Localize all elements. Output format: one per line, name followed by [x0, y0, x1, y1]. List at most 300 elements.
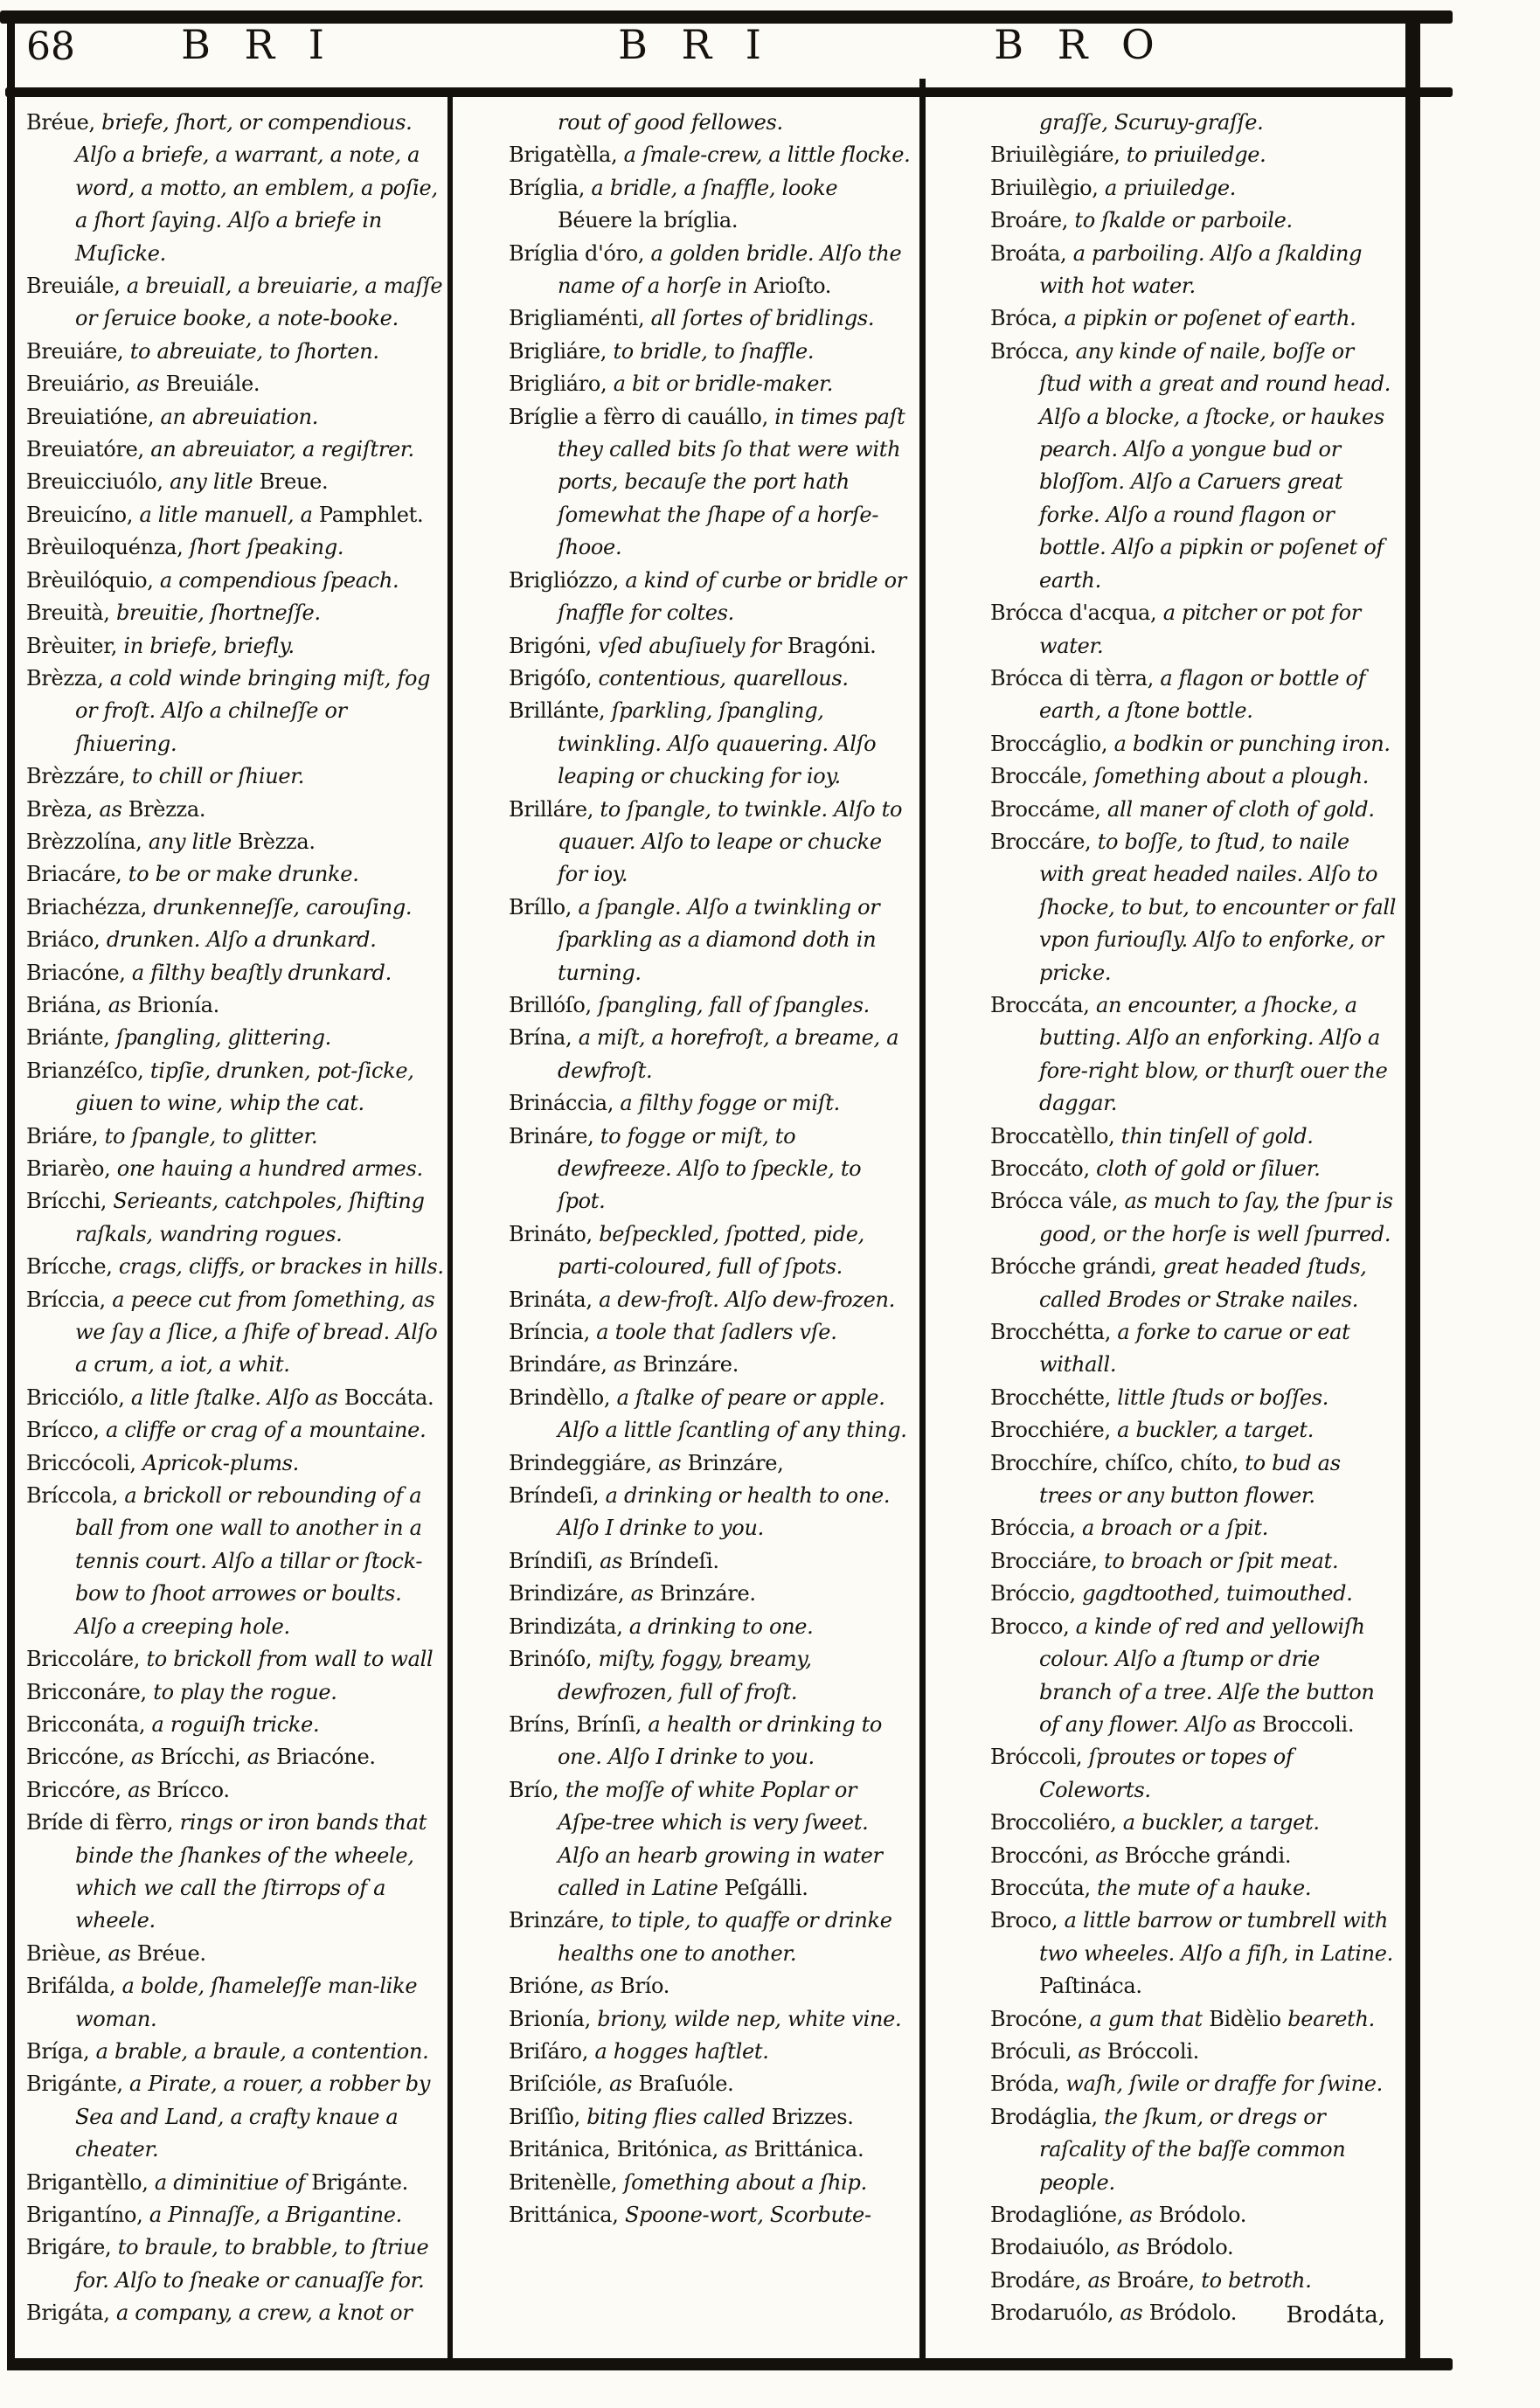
headword: Broccále,	[990, 764, 1094, 789]
headword: Britenèlle,	[509, 2169, 624, 2195]
dictionary-entry	[26, 826, 444, 858]
cross-reference: Brizzes.	[771, 2104, 854, 2129]
definition-text: as	[131, 1745, 161, 1770]
dictionary-entry	[26, 1185, 444, 1251]
headword: Brinzáre,	[509, 1908, 612, 1933]
dictionary-entry	[26, 794, 444, 826]
definition-text: as	[600, 1548, 629, 1573]
dictionary-entry	[990, 205, 1399, 237]
headword: Broco,	[990, 1908, 1065, 1933]
definition-text: as much to ſay, the ſpur is good, or the horſe is well ſpurred.	[1039, 1189, 1393, 1246]
definition-text: a breuiall, a breuiarie, a maſſe or ſeruice booke, a note-booke.	[75, 274, 443, 331]
definition-text: a flagon or bottle of earth, a ſtone bottle.	[1039, 665, 1366, 724]
definition-text: cloth of gold or ſiluer.	[1096, 1156, 1321, 1181]
definition-text: a diminitiue of	[154, 2169, 312, 2195]
definition-text: to betroth.	[1194, 2267, 1312, 2293]
dictionary-entry	[509, 1578, 912, 1610]
headword: Brócche grándi,	[990, 1254, 1163, 1280]
headword: Brittánica,	[509, 2203, 625, 2227]
dictionary-entry	[990, 1414, 1399, 1447]
definition-text: a compendious ſpeach.	[159, 567, 399, 593]
headword: Brodáre,	[990, 2267, 1088, 2293]
dictionary-entry	[26, 2297, 444, 2329]
dictionary-entry	[990, 663, 1399, 728]
definition-text: ſproutes or topes of Coleworts.	[1039, 1745, 1294, 1802]
dictionary-entry	[509, 1905, 912, 1970]
headword: Briachézza,	[26, 894, 154, 919]
dictionary-entry	[26, 1414, 444, 1447]
definition-text: to bridle, to ſnaffle.	[613, 338, 815, 364]
headword: Bríglia,	[509, 175, 592, 200]
definition-text: in times paſt they called bits ſo that were with ports, becauſe the port hath ſomewhat the ſhape of a horſe-ſhooe.	[558, 404, 905, 560]
headword: Bricciólo,	[26, 1384, 131, 1410]
cross-reference: Broccoli.	[1262, 1711, 1355, 1737]
headword: Brodaiuólo,	[990, 2235, 1117, 2260]
dictionary-entry	[509, 1480, 912, 1545]
headword: Brindizáta,	[509, 1613, 629, 1639]
cross-reference: Brinzáre.	[659, 1581, 756, 1606]
definition-text: to chill or ſhiuer.	[131, 764, 305, 789]
definition-text: Spoone-wort, Scorbute-	[624, 2203, 871, 2227]
definition-text: a drinking to one.	[628, 1613, 814, 1639]
dictionary-entry	[990, 1807, 1399, 1839]
headword: Breuiále,	[26, 274, 127, 299]
headword: Brigliózzo,	[509, 567, 626, 593]
catchword: Brodáta,	[1286, 2302, 1385, 2328]
dictionary-entry	[509, 238, 912, 303]
definition-text: to be or make drunke.	[128, 862, 359, 887]
cross-reference: Bródolo.	[1145, 2235, 1234, 2260]
definition-text: a ſtalke of peare or apple. Alſo a little ſcantling of any thing.	[558, 1384, 907, 1443]
definition-text: a little barrow or tumbrell with two wheeles. Alſo a fiſh, in Latine.	[1039, 1908, 1394, 1966]
definition-text: briefe, ſhort, or compendious. Alſo a briefe, a warrant, a note, a word, a motto, an emblem, a poſie, a ſhort ſaying. Alſo a briefe in Muſicke.	[75, 110, 438, 266]
dictionary-entry	[509, 368, 912, 400]
definition-text: an encounter, a ſhocke, a butting. Alſo an enforking. Alſo a fore-right blow, or thurſt ouer the daggar.	[1039, 992, 1388, 1116]
headword: Briccóne,	[26, 1745, 132, 1770]
definition-text: a buckler, a target.	[1122, 1810, 1320, 1835]
dictionary-entry	[509, 336, 912, 368]
headword: Broccáta,	[990, 992, 1096, 1017]
dictionary-entry	[509, 2068, 912, 2100]
definition-text: all maner of cloth of gold.	[1106, 796, 1375, 822]
definition-text: the mute of a hauke.	[1097, 1875, 1312, 1900]
definition-text: ſomething about a plough.	[1093, 764, 1370, 789]
dictionary-entry	[26, 1709, 444, 1741]
definition-text: biting flies called	[586, 2104, 772, 2129]
headword: Broccatèllo,	[990, 1123, 1121, 1148]
headword: Bríllo,	[509, 894, 579, 919]
headword: Brocchétte,	[990, 1384, 1118, 1410]
definition-text: as	[1087, 2267, 1117, 2293]
definition-text: to fogge or miſt, to dewfreeze. Alſo to ſpeckle, to ſpot.	[558, 1123, 862, 1214]
headword: Brocco,	[990, 1613, 1076, 1639]
definition-text: as	[658, 1450, 688, 1475]
headword: Briánte,	[26, 1025, 116, 1051]
definition-text: a bit or bridle-maker.	[613, 371, 834, 397]
dictionary-entry	[26, 1480, 444, 1643]
definition-text: a bolde, ſhameleſſe man-like woman.	[75, 1974, 418, 2031]
headword: Brócca,	[990, 338, 1076, 364]
definition-text: as	[630, 1581, 660, 1606]
headword: Brèuilóquio,	[26, 567, 160, 593]
dictionary-entry	[26, 858, 444, 891]
headword: Brèuiloquénza,	[26, 535, 190, 560]
definition-text: a buckler, a target.	[1117, 1418, 1315, 1443]
headword: Brináto,	[509, 1221, 600, 1246]
headword: Brináre,	[509, 1123, 600, 1148]
dictionary-entry	[26, 1774, 444, 1807]
dictionary-entry	[509, 1545, 912, 1578]
headword: Brigáre,	[26, 2235, 118, 2260]
definition-text: to brickoll from wall to wall	[146, 1647, 434, 1672]
dictionary-entry	[509, 2101, 912, 2134]
dictionary-entry	[26, 1447, 444, 1480]
definition-text: beſpeckled, ſpotted, pide, parti-coloured, full of ſpots.	[558, 1221, 864, 1280]
headword: Bróccoli,	[990, 1745, 1089, 1770]
cross-reference: Paſtináca.	[1039, 1974, 1142, 1999]
headword: Brianzéſco,	[26, 1058, 150, 1083]
left-border-rule	[7, 10, 15, 2370]
definition-text: a Pirate, a rouer, a robber by Sea and Land, a crafty knaue a cheater.	[75, 2071, 431, 2162]
headword: Brío,	[509, 1777, 565, 1802]
definition-text: as	[1095, 1842, 1125, 1868]
headword: Brigliáro,	[509, 371, 614, 397]
dictionary-entry	[26, 630, 444, 663]
dictionary-entry	[509, 1316, 912, 1349]
definition-text: in briefe, briefly.	[123, 633, 295, 658]
headword: Briuilègiáre,	[990, 142, 1127, 168]
definition-text: a broach or a ſpit.	[1081, 1516, 1269, 1541]
dictionary-entry	[990, 1512, 1399, 1544]
cross-reference: Bródolo.	[1148, 2300, 1238, 2326]
headword: Brícchi,	[26, 1189, 114, 1214]
dictionary-entry	[509, 172, 912, 238]
headword: Brocóne,	[990, 2006, 1090, 2031]
definition-text: thin tinſell of gold.	[1120, 1123, 1314, 1148]
definition-text: contentious, quarellous.	[598, 665, 849, 690]
dictionary-entry	[509, 892, 912, 989]
headword: Broccáto,	[990, 1156, 1097, 1181]
headword: Brigantíno,	[26, 2203, 149, 2227]
dictionary-entry	[509, 2003, 912, 2036]
cross-reference: Brinzáre,	[687, 1450, 784, 1475]
bottom-border-rule	[10, 2358, 1453, 2370]
cross-reference: Bréue.	[136, 1940, 206, 1966]
headword: Bricconáta,	[26, 1711, 152, 1737]
definition-text: a miſt, a horefroſt, a breame, a dewfroſt.	[558, 1025, 899, 1083]
headword: Bríccia,	[26, 1287, 113, 1312]
definition-text: as	[609, 2071, 639, 2097]
cross-reference: Béuere la bríglia.	[558, 208, 739, 233]
dictionary-entry	[26, 597, 444, 629]
dictionary-entry	[26, 1970, 444, 2036]
cross-reference: Braſuóle.	[638, 2071, 734, 2097]
definition-text: ſparkling, ſpangling, twinkling. Alſo quauering. Alſo leaping or chucking for ioy.	[558, 698, 877, 789]
dictionary-entry	[509, 2199, 912, 2231]
headword: Breuità,	[26, 600, 116, 626]
headword: Broccóni,	[990, 1842, 1096, 1868]
headword: Broccáglio,	[990, 731, 1114, 756]
headword: Británica, Britónica,	[509, 2137, 725, 2162]
headword: Briccoláre,	[26, 1647, 147, 1672]
dictionary-entry	[509, 2167, 912, 2199]
column-3	[990, 107, 1399, 2330]
headword: Brigantèllo,	[26, 2169, 155, 2195]
dictionary-entry	[509, 1284, 912, 1316]
dictionary-entry	[990, 1905, 1399, 2002]
headword: Briacóne,	[26, 960, 132, 985]
definition-text: a pipkin or poſenet of earth.	[1064, 306, 1356, 331]
headword: Broccáre,	[990, 829, 1098, 854]
dictionary-entry	[26, 1643, 444, 1676]
dictionary-entry	[26, 2068, 444, 2166]
headword: Brièue,	[26, 1940, 108, 1966]
definition-text: to ſpangle, to glitter.	[104, 1123, 318, 1148]
dictionary-entry	[990, 1578, 1399, 1610]
right-border-rule	[1405, 10, 1420, 2370]
headword: Brocciáre,	[990, 1548, 1105, 1573]
definition-text: a cold winde bringing miſt, fog or froſt. Alſo a chilneſſe or ſhiuering.	[75, 665, 431, 756]
definition-text: as	[1116, 2235, 1146, 2260]
dictionary-entry	[990, 826, 1399, 989]
headword: Broáre,	[990, 208, 1075, 233]
headword: Brócca di tèrra,	[990, 665, 1161, 690]
column-1	[26, 107, 444, 2330]
headword: Broccúta,	[990, 1875, 1098, 1900]
dictionary-entry	[990, 728, 1399, 760]
column-divider-1	[447, 91, 453, 2358]
cross-reference: Briacóne.	[276, 1745, 376, 1770]
dictionary-entry	[990, 1185, 1399, 1251]
definition-text: a filthy beaſtly drunkard.	[131, 960, 392, 985]
definition-text: as	[590, 1974, 621, 1999]
definition-text: to abreuiate, to ſhorten.	[129, 338, 379, 364]
dictionary-entry	[990, 2036, 1399, 2068]
definition-text: as	[240, 1745, 277, 1770]
dictionary-entry	[990, 760, 1399, 793]
cross-reference: Brócche grándi.	[1124, 1842, 1292, 1868]
headword: Brèzzolína,	[26, 829, 149, 854]
definition-text: a ſpangle. Alſo a twinkling or ſparkling as a diamond doth in turning.	[558, 894, 880, 985]
definition-text: an abreuiator, a regiſtrer.	[150, 437, 414, 462]
definition-text: crags, cliffs, or brackes in hills.	[118, 1254, 444, 1280]
headword: Briáco,	[26, 927, 107, 953]
dictionary-entry	[26, 2199, 444, 2231]
definition-text: vſed abuſiuely for	[598, 633, 787, 658]
headword: Bríndiſi,	[509, 1548, 600, 1573]
dictionary-entry	[26, 2167, 444, 2199]
headword: Brindizáre,	[509, 1581, 631, 1606]
headword: Breuicíno,	[26, 502, 140, 527]
definition-text: all ſortes of bridlings.	[650, 306, 875, 331]
definition-text: briony, wilde nep, white vine.	[597, 2006, 902, 2031]
definition-text: the ſkum, or dregs or raſcality of the baſſe common people.	[1039, 2104, 1346, 2195]
running-head-bri-2: B R I	[618, 21, 772, 68]
headword: Broccáme,	[990, 796, 1107, 822]
definition-text: a cliffe or crag of a mountaine.	[105, 1418, 427, 1443]
definition-text: a priuiledge.	[1104, 175, 1237, 200]
definition-text: a forke to carue or eat withall.	[1039, 1320, 1350, 1377]
cross-reference: Peſgálli.	[724, 1875, 808, 1900]
definition-text: as	[1129, 2203, 1159, 2227]
cross-reference: Bríndeſi.	[628, 1548, 719, 1573]
headword: Brigliaménti,	[509, 306, 651, 331]
header-underline-rule	[5, 87, 1453, 97]
headword: Briſſìo,	[509, 2104, 587, 2129]
definition-text: as	[1078, 2038, 1107, 2064]
dictionary-entry	[26, 565, 444, 597]
definition-text: to ſkalde or parboile.	[1074, 208, 1293, 233]
headword: Brocchiére,	[990, 1418, 1118, 1443]
definition-text: ſhort ſpeaking.	[189, 535, 344, 560]
headword: Briána,	[26, 992, 108, 1017]
dictionary-entry	[509, 401, 912, 565]
headword: Briſáro,	[509, 2038, 595, 2064]
definition-text: a brable, a braule, a contention.	[95, 2038, 429, 2064]
definition-text: beareth.	[1280, 2006, 1376, 2031]
dictionary-entry	[990, 2101, 1399, 2199]
dictionary-entry	[990, 2265, 1399, 2297]
dictionary-entry	[990, 1447, 1399, 1513]
dictionary-entry	[26, 107, 444, 270]
dictionary-entry	[26, 989, 444, 1022]
headword: Bricconáre,	[26, 1679, 154, 1704]
dictionary-entry	[509, 302, 912, 335]
definition-text: as	[725, 2137, 754, 2162]
dictionary-entry	[26, 2036, 444, 2068]
definition-text: ſpangling, fall of ſpangles.	[598, 992, 870, 1017]
headword: Breuicciuólo,	[26, 469, 170, 495]
headword: Brindáre,	[509, 1352, 614, 1377]
definition-text: a peece cut from ſomething, as we ſay a ſlice, a ſhife of bread. Alſo a crum, a iot, a whit.	[75, 1287, 438, 1377]
headword: Briáre,	[26, 1123, 105, 1148]
definition-text: Apricok-plums.	[142, 1450, 299, 1475]
headword: Brína,	[509, 1025, 579, 1051]
definition-text: to boſſe, to ſtud, to naile with great headed nailes. Alſo to ſhocke, to but, to encounter or fall vpon furiouſly. Alſo to enforke, or pricke.	[1039, 829, 1397, 985]
dictionary-entry	[990, 2003, 1399, 2036]
dictionary-entry	[990, 1153, 1399, 1185]
definition-text: a kind of curbe or bridle or ſnaffle for coltes.	[558, 567, 906, 626]
headword: Bróca,	[990, 306, 1065, 331]
definition-text: to broach or ſpit meat.	[1104, 1548, 1339, 1573]
dictionary-entry	[990, 172, 1399, 205]
headword: Bróculi,	[990, 2038, 1079, 2064]
entry-continuation	[990, 107, 1399, 139]
headword: Bríga,	[26, 2038, 96, 2064]
dictionary-entry	[26, 1251, 444, 1283]
headword: Bríglie a fèrro di cauállo,	[509, 404, 775, 429]
cross-reference: Boccáta.	[343, 1384, 434, 1410]
headword: Brionía,	[509, 2006, 598, 2031]
dictionary-entry	[26, 499, 444, 531]
definition-text: miſty, foggy, breamy, dewfrozen, full of froſt.	[558, 1647, 812, 1704]
definition-text: as	[108, 992, 138, 1017]
headword: Brèza,	[26, 796, 100, 822]
headword: Broáta,	[990, 240, 1073, 266]
definition-text: as	[108, 1940, 137, 1966]
definition-text: a parboiling. Alſo a ſkalding with hot water.	[1039, 240, 1363, 299]
headword: Brèuiter,	[26, 633, 124, 658]
headword: Bróda,	[990, 2071, 1066, 2097]
dictionary-entry	[26, 1741, 444, 1773]
headword: Brilláre,	[509, 796, 600, 822]
dictionary-entry	[26, 434, 444, 466]
cross-reference: Bragóni.	[787, 633, 877, 658]
dictionary-entry	[26, 1284, 444, 1382]
headword: Brináccia,	[509, 1091, 621, 1116]
dictionary-entry	[509, 1447, 912, 1480]
cross-reference: Bidèlio	[1209, 2006, 1281, 2031]
running-head-bri-1: B R I	[181, 21, 335, 68]
dictionary-entry	[990, 1741, 1399, 1807]
dictionary-entry	[509, 1218, 912, 1284]
definition-text: a litle ſtalke. Alſo as	[130, 1384, 344, 1410]
dictionary-entry	[990, 302, 1399, 335]
dictionary-entry	[26, 760, 444, 793]
headword: Bríglia d'óro,	[509, 240, 651, 266]
dictionary-entry	[990, 1316, 1399, 1382]
cross-reference: Broáre,	[1116, 2267, 1195, 2293]
definition-text: a ſmale-crew, a little flocke.	[623, 142, 911, 168]
headword: Brocchíre, chíſco, chíto,	[990, 1450, 1245, 1475]
definition-text: drunken. Alſo a drunkard.	[106, 927, 377, 953]
cross-reference: Brèzza.	[238, 829, 316, 854]
cross-reference: Breuiále.	[165, 371, 260, 397]
cross-reference: Pamphlet.	[318, 502, 424, 527]
definition-text: as	[128, 1777, 157, 1802]
dictionary-entry	[26, 270, 444, 336]
headword: Brigóſo,	[509, 665, 599, 690]
dictionary-entry	[509, 1774, 912, 1905]
cross-reference: Brinzáre.	[642, 1352, 739, 1377]
dictionary-entry	[26, 1382, 444, 1414]
dictionary-entry	[509, 1382, 912, 1447]
definition-text: rout of good fellowes.	[558, 110, 783, 135]
column-divider-2	[919, 79, 926, 2358]
definition-text: little ſtuds or boſſes.	[1117, 1384, 1329, 1410]
cross-reference: Brícco.	[156, 1777, 230, 1802]
definition-text: a hogges haſtlet.	[594, 2038, 769, 2064]
definition-text: as	[136, 371, 166, 397]
dictionary-entry	[509, 2134, 912, 2166]
headword: Broccoliéro,	[990, 1810, 1123, 1835]
headword: Brèzza,	[26, 665, 110, 690]
column-2	[509, 107, 912, 2231]
headword: Bríccola,	[26, 1483, 125, 1509]
dictionary-entry	[509, 663, 912, 695]
dictionary-entry	[990, 1840, 1399, 1872]
dictionary-entry	[26, 1055, 444, 1121]
headword: Bríncia,	[509, 1320, 597, 1345]
definition-text: gagdtoothed, tuimouthed.	[1082, 1581, 1353, 1606]
headword: Breuiáre,	[26, 338, 130, 364]
dictionary-entry	[509, 1970, 912, 2002]
cross-reference: Brícchi,	[160, 1745, 241, 1770]
headword: Brillóſo,	[509, 992, 599, 1017]
dictionary-entry	[509, 695, 912, 793]
dictionary-entry	[990, 1121, 1399, 1153]
definition-text: any litle	[170, 469, 260, 495]
dictionary-entry	[26, 924, 444, 956]
dictionary-entry	[509, 989, 912, 1022]
definition-text: a health or drinking to one. Alſo I drinke to you.	[558, 1711, 883, 1770]
headword: Brócca d'acqua,	[990, 600, 1163, 626]
dictionary-entry	[26, 1676, 444, 1709]
running-head-bro: B R O	[994, 21, 1165, 68]
dictionary-entry	[990, 1251, 1399, 1316]
dictionary-entry	[990, 1872, 1399, 1905]
headword: Briacáre,	[26, 862, 128, 887]
